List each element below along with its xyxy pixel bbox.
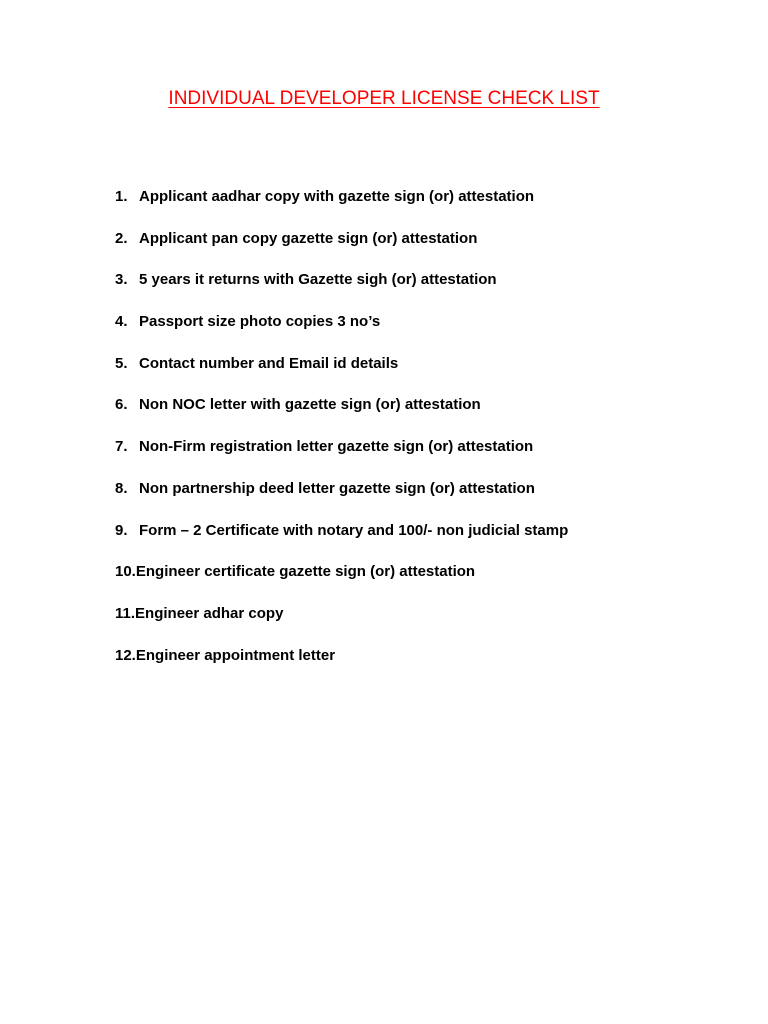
item-text: Non-Firm registration letter gazette sign (or) attestation [139, 438, 534, 456]
list-item [115, 647, 568, 689]
item-number: 5. [115, 354, 128, 372]
list-item [115, 522, 568, 564]
item-number: 10. [115, 563, 136, 581]
item-number: 3. [115, 271, 128, 289]
item-text: Non partnership deed letter gazette sign (or) attestation [139, 479, 535, 497]
item-text: Applicant pan copy gazette sign (or) attestation [139, 229, 478, 247]
item-text: Form – 2 Certificate with notary and 100/- non judicial stamp [139, 521, 569, 539]
item-number: 2. [115, 229, 128, 247]
list-item [115, 563, 568, 605]
list-item [115, 480, 568, 522]
item-text: Engineer appointment letter [135, 646, 336, 664]
item-number: 8. [115, 479, 128, 497]
item-text: Engineer adhar copy [135, 604, 284, 622]
item-number: 7. [115, 438, 128, 456]
list-item [115, 396, 568, 438]
list-item [115, 313, 568, 355]
page-title [0, 88, 768, 110]
item-number: 12. [115, 646, 136, 664]
list-item [115, 271, 568, 313]
item-number: 11. [115, 604, 136, 622]
item-text: Passport size photo copies 3 no’s [139, 313, 381, 331]
item-number: 4. [115, 313, 128, 331]
item-number: 9. [115, 521, 128, 539]
item-text: Contact number and Email id details [139, 354, 399, 372]
page-title-text: INDIVIDUAL DEVELOPER LICENSE CHECK LIST [168, 88, 600, 109]
list-item [115, 355, 568, 397]
list-item [115, 605, 568, 647]
item-number: 1. [115, 188, 128, 205]
item-text: Engineer certificate gazette sign (or) attestation [135, 563, 476, 581]
item-number: 6. [115, 396, 128, 414]
item-text: Non NOC letter with gazette sign (or) attestation [139, 396, 481, 414]
list-item [115, 230, 568, 272]
item-text: Applicant aadhar copy with gazette sign (or) attestation [139, 188, 535, 205]
list-item [115, 438, 568, 480]
item-text: 5 years it returns with Gazette sigh (or) attestation [139, 271, 497, 289]
checklist [115, 188, 568, 688]
list-item [115, 188, 568, 230]
